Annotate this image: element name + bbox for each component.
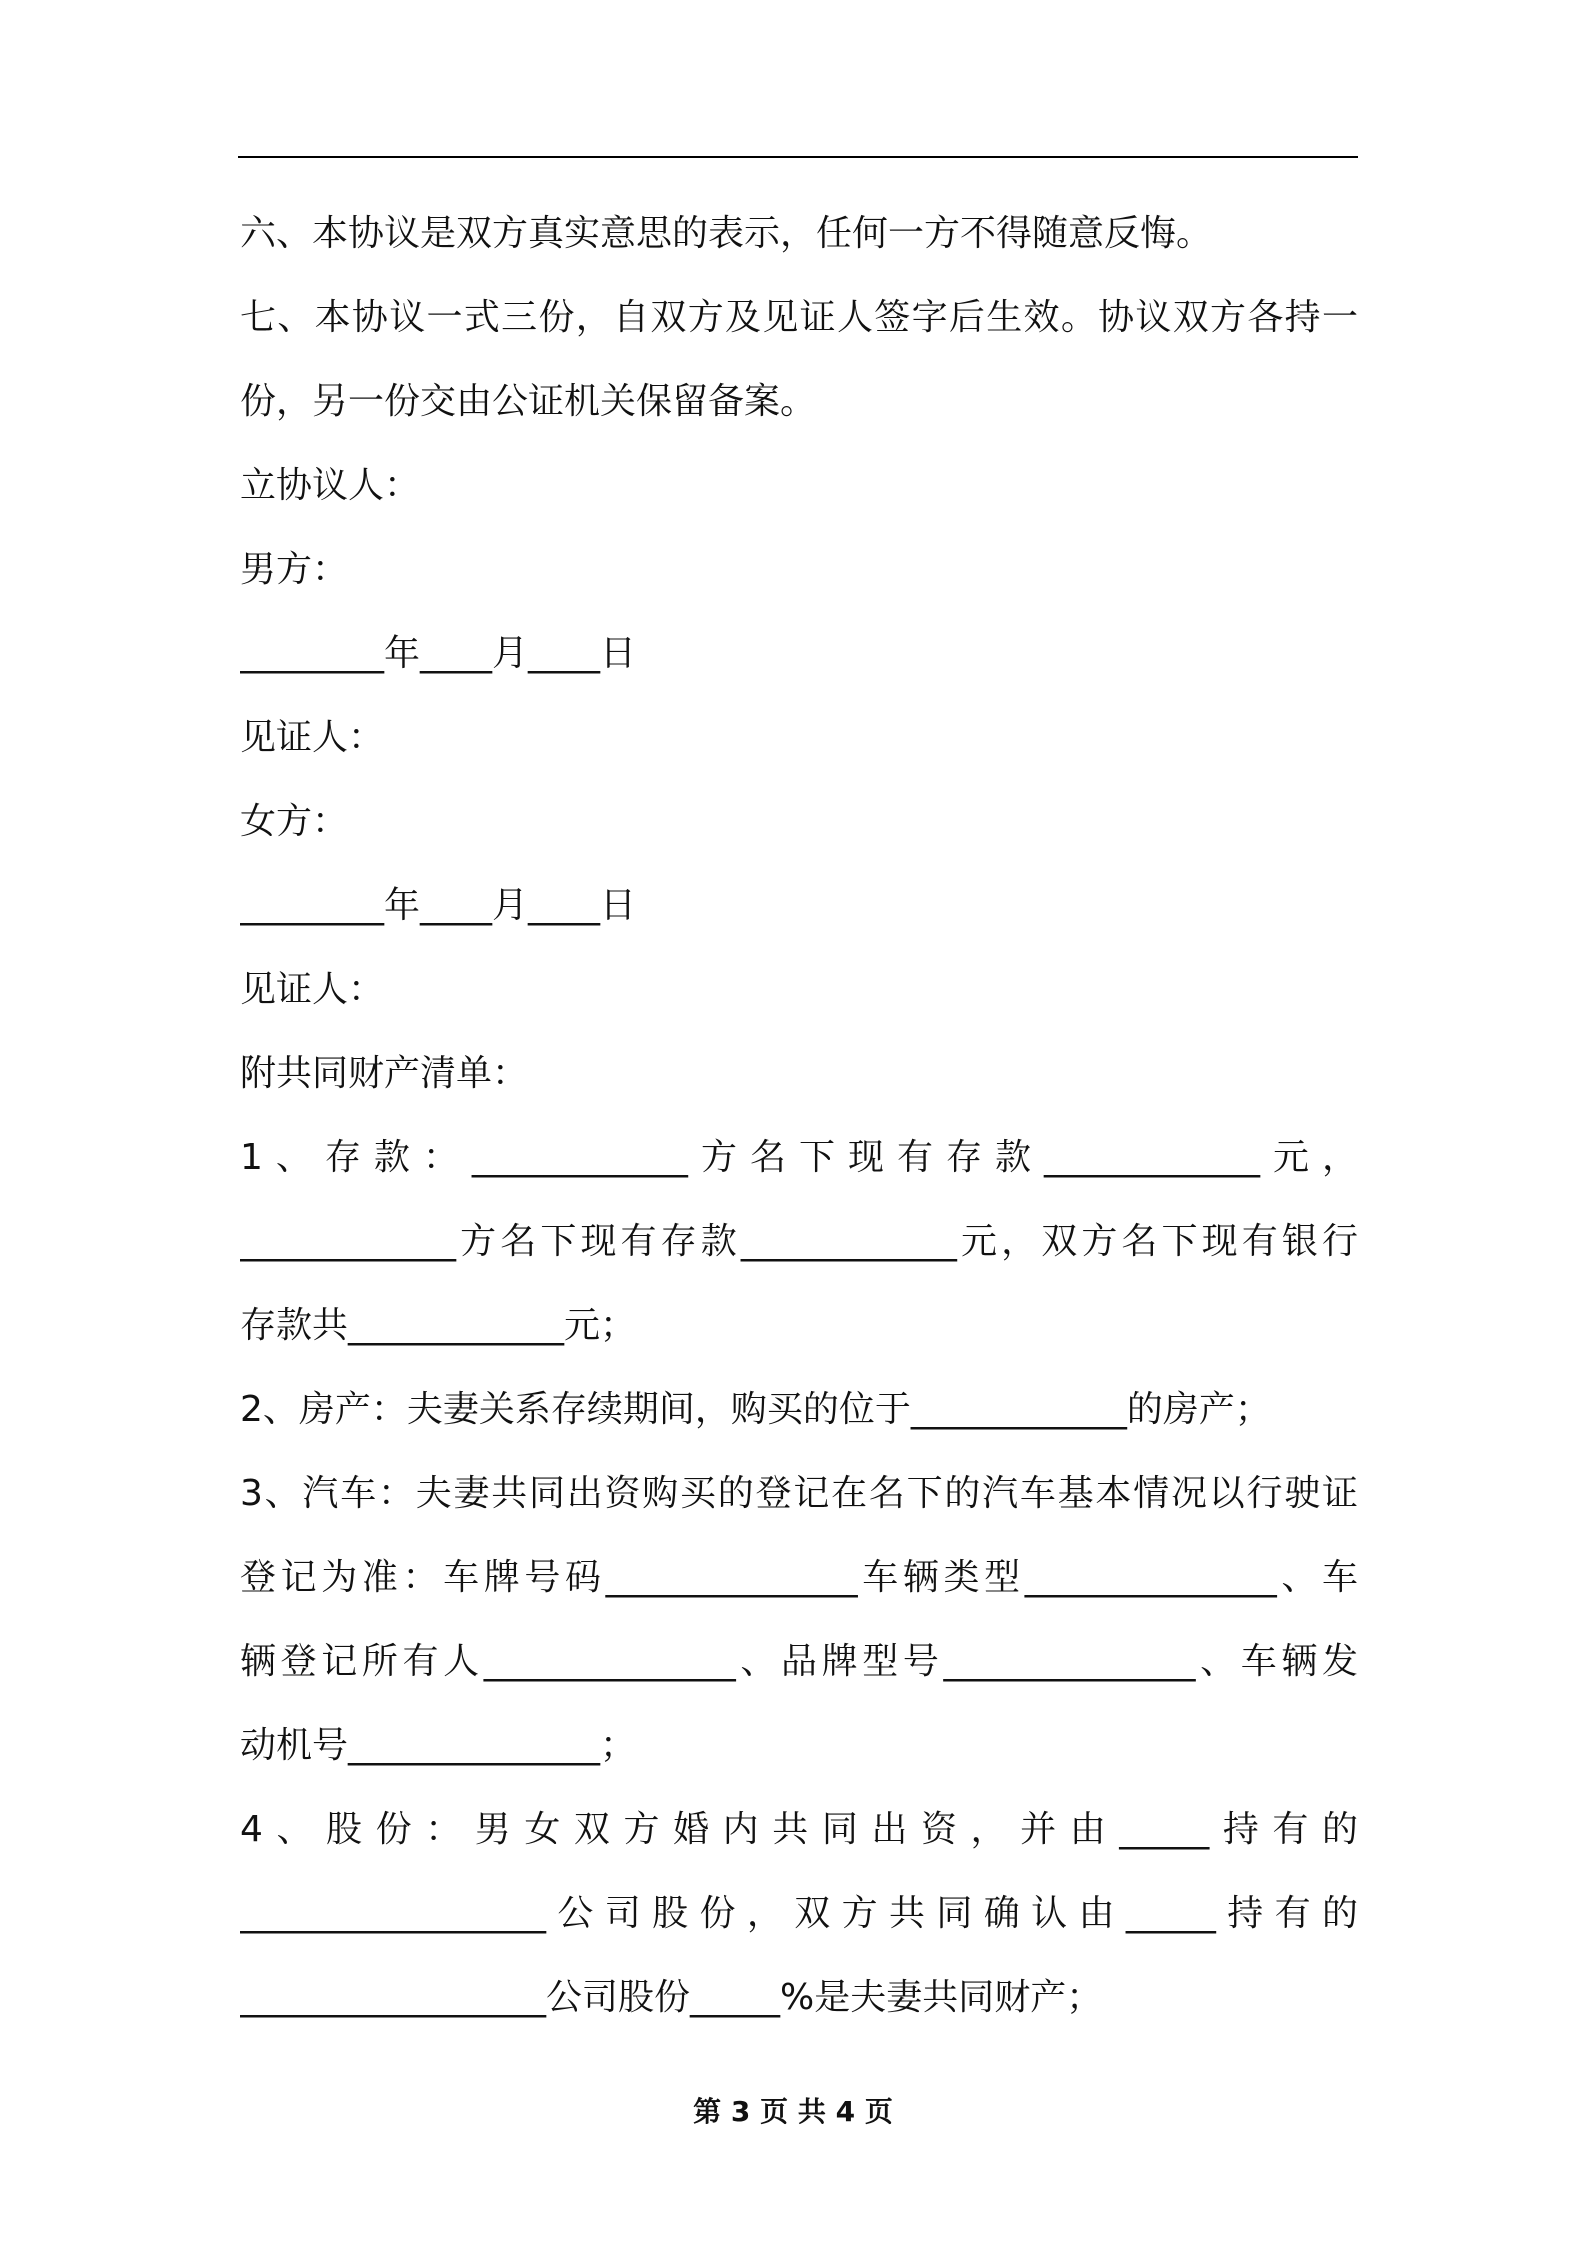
item-deposits-line-1: 1、存款：____________方名下现有存款____________元， <box>240 1137 1358 1178</box>
item-vehicle-line-2: 登记为准：车牌号码______________车辆类型______________、车 <box>240 1557 1358 1598</box>
property-list-title: 附共同财产清单： <box>240 1053 529 1094</box>
header-rule <box>238 156 1358 158</box>
clause-seven-line-1: 七、本协议一式三份，自双方及见证人签字后生效。协议双方各持一 <box>240 297 1358 338</box>
female-date-line: ________年____月____日 <box>240 885 636 926</box>
clause-seven-line-2: 份，另一份交由公证机关保留备案。 <box>240 381 817 422</box>
item-deposits-line-2: ____________方名下现有存款____________元，双方名下现有银行 <box>240 1221 1358 1262</box>
item-vehicle-line-3: 辆登记所有人______________、品牌型号______________、车辆发 <box>240 1641 1358 1682</box>
item-deposits-line-3: 存款共____________元； <box>240 1305 637 1346</box>
signatories-label: 立协议人： <box>240 465 421 506</box>
item-shares-line-1: 4、股份：男女双方婚内共同出资，并由_____持有的 <box>240 1809 1358 1850</box>
item-shares-line-3: _________________公司股份_____%是夫妻共同财产； <box>240 1977 1103 2018</box>
item-vehicle-line-1: 3、汽车：夫妻共同出资购买的登记在名下的汽车基本情况以行驶证 <box>240 1473 1358 1514</box>
item-vehicle-line-4: 动机号______________； <box>240 1725 637 1766</box>
page-footer: 第 3 页 共 4 页 <box>693 2095 893 2128</box>
document-body <box>240 192 1358 2040</box>
witness-label-2: 见证人： <box>240 969 385 1010</box>
male-party-label: 男方： <box>240 549 349 590</box>
item-shares-line-2: _________________公司股份，双方共同确认由_____持有的 <box>240 1893 1358 1934</box>
item-real-estate: 2、房产：夫妻关系存续期间，购买的位于____________的房产； <box>240 1389 1271 1430</box>
clause-six: 六、本协议是双方真实意思的表示，任何一方不得随意反悔。 <box>240 213 1213 254</box>
male-date-line: ________年____月____日 <box>240 633 636 674</box>
female-party-label: 女方： <box>240 801 349 842</box>
witness-label-1: 见证人： <box>240 717 385 758</box>
